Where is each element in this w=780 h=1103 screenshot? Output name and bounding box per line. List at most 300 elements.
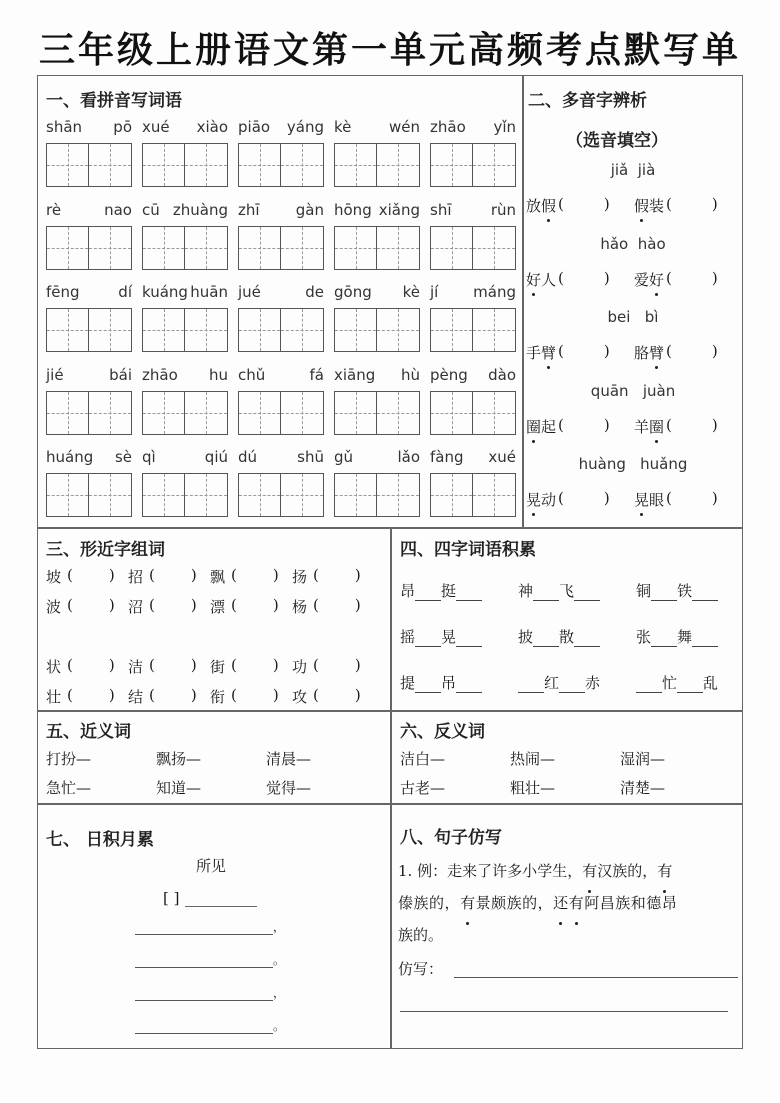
paren-close: )	[272, 686, 279, 704]
idiom-char: 红	[544, 674, 560, 692]
idiom-item[interactable]	[636, 672, 754, 693]
idiom-blank[interactable]	[533, 631, 559, 647]
paren-open: (	[231, 566, 237, 584]
pinyin-label	[238, 201, 324, 219]
char: 杨	[292, 598, 308, 616]
example-char: 阿	[584, 894, 600, 912]
similar-char-item	[210, 656, 292, 677]
writing-grid[interactable]	[430, 473, 516, 517]
antonym-item[interactable]: 湿润—	[620, 750, 666, 768]
paren-open: (	[149, 686, 155, 704]
answer-blank[interactable]	[319, 596, 355, 617]
pinyin-options: hǎo hào	[600, 234, 666, 253]
word-char: 眼	[649, 491, 665, 509]
idiom-item[interactable]	[400, 626, 518, 647]
paren-close: )	[603, 489, 610, 507]
tian-cell[interactable]	[89, 308, 132, 352]
tian-cell[interactable]	[238, 473, 281, 517]
idiom-item[interactable]	[518, 626, 636, 647]
answer-blank[interactable]	[237, 656, 273, 677]
synonym-item[interactable]: 觉得—	[266, 779, 312, 797]
answer-blank[interactable]	[564, 269, 604, 290]
synonym-item[interactable]: 清晨—	[266, 750, 312, 768]
writing-grid[interactable]	[238, 308, 324, 352]
tian-cell[interactable]	[89, 143, 132, 187]
idiom-char: 披	[518, 628, 534, 646]
pinyin-syllable: gǔ	[334, 448, 354, 466]
similar-char-item	[46, 686, 128, 707]
writing-grid[interactable]	[430, 308, 516, 352]
paren-open: (	[149, 656, 155, 674]
pinyin-syllable: máng	[473, 283, 516, 301]
tian-cell[interactable]	[430, 473, 473, 517]
similar-char-row	[46, 656, 374, 677]
synonym-item[interactable]: 飘扬—	[156, 750, 202, 768]
example-char: 了	[477, 862, 493, 880]
idiom-blank[interactable]	[692, 585, 718, 601]
tian-cell[interactable]	[377, 226, 420, 270]
answer-blank[interactable]	[155, 566, 191, 587]
similar-char-row	[46, 686, 374, 707]
idiom-char: 昂	[400, 582, 416, 600]
tian-cell[interactable]	[142, 226, 185, 270]
word-row	[526, 342, 742, 363]
polyphonic-word	[634, 342, 742, 363]
idiom-item[interactable]	[636, 626, 754, 647]
idiom-char: 吊	[441, 674, 457, 692]
writing-grid[interactable]	[142, 473, 228, 517]
section-title: 三、形近字组词	[46, 540, 165, 560]
imitate-answer-line-2[interactable]	[400, 1011, 728, 1012]
tian-cell[interactable]	[142, 391, 185, 435]
pinyin-options: jiǎ jià	[610, 161, 656, 179]
paren-open: (	[666, 415, 672, 434]
pinyin-syllable: shū	[297, 448, 324, 466]
pinyin-syllable: chǔ	[238, 365, 266, 384]
idiom-char: 飞	[559, 582, 575, 600]
writing-grid[interactable]	[142, 143, 228, 187]
similar-char-item	[128, 596, 210, 617]
tian-cell[interactable]	[185, 226, 228, 270]
tian-cell[interactable]	[46, 308, 89, 352]
example-char: 昂	[661, 894, 678, 912]
pinyin-syllable: jí	[430, 283, 439, 301]
similar-char-item	[210, 596, 292, 617]
idiom-item[interactable]	[400, 580, 518, 601]
section-similar-chars	[38, 528, 390, 710]
tian-cell[interactable]	[473, 143, 516, 187]
pinyin-syllable: zhuàng	[172, 200, 228, 219]
tian-cell[interactable]	[281, 226, 324, 270]
tian-cell[interactable]	[377, 391, 420, 435]
answer-blank[interactable]	[237, 686, 273, 707]
section-sentence-imitation	[392, 805, 742, 1049]
pinyin-label	[142, 201, 228, 219]
pinyin-syllable: zhī	[238, 200, 260, 219]
pinyin-syllable: wén	[388, 118, 420, 136]
antonym-item[interactable]: 粗壮—	[510, 779, 556, 797]
writing-grid[interactable]	[430, 143, 516, 187]
paren-open: (	[231, 596, 237, 614]
tian-cell[interactable]	[473, 226, 516, 270]
tian-cell[interactable]	[334, 391, 377, 435]
tian-cell[interactable]	[430, 226, 473, 270]
pinyin-syllable: kuáng	[142, 283, 188, 301]
answer-blank[interactable]	[672, 342, 712, 363]
idiom-char: 张	[636, 628, 652, 646]
poem-line-blank[interactable]	[135, 1019, 273, 1034]
idiom-blank[interactable]	[692, 631, 718, 647]
tian-cell[interactable]	[185, 473, 228, 517]
pinyin-syllable: piāo	[238, 118, 271, 136]
answer-blank[interactable]	[672, 416, 712, 437]
writing-grid[interactable]	[238, 473, 324, 517]
pinyin-syllable: zhāo	[142, 365, 178, 384]
answer-blank[interactable]	[564, 489, 604, 510]
writing-grid[interactable]	[142, 308, 228, 352]
pinyin-options: huàng huǎng	[578, 455, 688, 473]
paren-close: )	[711, 342, 718, 360]
pinyin-label	[142, 448, 228, 466]
answer-blank[interactable]	[237, 596, 273, 617]
poem-line-blank[interactable]	[135, 953, 273, 968]
section-pinyin-writing	[38, 76, 522, 527]
tian-cell[interactable]	[334, 308, 377, 352]
word-char: 手	[526, 344, 542, 362]
tian-cell[interactable]	[89, 226, 132, 270]
idiom-char: 忙	[662, 674, 678, 692]
poem-line	[135, 951, 285, 968]
tian-cell[interactable]	[473, 473, 516, 517]
char: 漂	[210, 598, 226, 616]
pinyin-label	[430, 448, 516, 466]
similar-char-item	[292, 596, 374, 617]
answer-blank[interactable]	[564, 416, 604, 437]
example-char: 颇	[491, 894, 507, 912]
idiom-item[interactable]	[636, 580, 754, 601]
writing-grid[interactable]	[430, 226, 516, 270]
word-row	[526, 489, 742, 510]
tian-cell[interactable]	[281, 473, 324, 517]
example-char: 来	[462, 862, 478, 880]
page-title: 三年级上册语文第一单元高频考点默写单	[38, 29, 741, 71]
example-char: ，	[537, 894, 554, 912]
idiom-row	[400, 672, 754, 693]
section-title: 二、多音字辨析	[528, 91, 647, 111]
antonym-item[interactable]: 洁白—	[400, 750, 446, 768]
answer-blank[interactable]	[672, 195, 712, 216]
polyphonic-word	[634, 195, 742, 216]
section-title: 一、看拼音写词语	[46, 91, 182, 111]
pinyin-syllable: shī	[430, 200, 452, 219]
answer-blank[interactable]	[155, 686, 191, 707]
writing-grid[interactable]	[46, 391, 132, 435]
tian-cell[interactable]	[46, 226, 89, 270]
paren-close: )	[190, 566, 197, 584]
example-char: 族	[612, 862, 628, 880]
writing-grid[interactable]	[238, 391, 324, 435]
example-line-2	[398, 887, 743, 919]
pinyin-syllable: xiǎng	[378, 200, 420, 219]
word-char: 臂	[541, 344, 557, 362]
section-four-char-idioms	[392, 528, 742, 710]
tian-cell[interactable]	[142, 473, 185, 517]
similar-char-row	[46, 566, 374, 587]
tian-cell[interactable]	[185, 308, 228, 352]
tian-cell[interactable]	[430, 391, 473, 435]
paren-close: )	[711, 268, 718, 287]
writing-grid[interactable]	[46, 308, 132, 352]
char: 状	[46, 658, 62, 676]
pinyin-syllable: hù	[400, 365, 420, 384]
pinyin-label	[46, 283, 132, 301]
example-char: 许	[492, 862, 508, 880]
answer-blank[interactable]	[564, 342, 604, 363]
idiom-blank[interactable]	[456, 631, 482, 647]
answer-blank[interactable]	[237, 566, 273, 587]
word-char: 臂	[649, 344, 665, 362]
char: 波	[46, 598, 62, 616]
word-char: 动	[541, 491, 557, 509]
answer-blank[interactable]	[73, 686, 109, 707]
antonym-item[interactable]: 古老—	[400, 779, 446, 797]
writing-grid[interactable]	[334, 308, 420, 352]
answer-blank[interactable]	[73, 566, 109, 587]
idiom-blank[interactable]	[636, 677, 662, 693]
idiom-item[interactable]	[518, 580, 636, 601]
writing-grid[interactable]	[430, 391, 516, 435]
tian-cell[interactable]	[473, 391, 516, 435]
section-antonyms	[392, 712, 742, 803]
idiom-blank[interactable]	[559, 677, 585, 693]
pinyin-syllable: huáng	[46, 448, 94, 466]
pinyin-syllable: kè	[402, 283, 420, 301]
paren-close: )	[354, 566, 361, 584]
pinyin-syllable: lǎo	[397, 448, 420, 466]
pinyin-label	[46, 201, 132, 219]
tian-cell[interactable]	[185, 391, 228, 435]
pinyin-label	[334, 448, 420, 466]
poem-line-blank[interactable]	[135, 986, 273, 1001]
answer-blank[interactable]	[319, 686, 355, 707]
pinyin-syllable: pō	[113, 118, 132, 136]
char: 沼	[128, 598, 144, 616]
pinyin-syllable: rè	[46, 200, 62, 219]
similar-char-item	[210, 566, 292, 587]
tian-cell[interactable]	[46, 143, 89, 187]
example-char: 族	[506, 894, 523, 912]
tian-cell[interactable]	[334, 226, 377, 270]
answer-blank[interactable]	[319, 656, 355, 677]
tian-cell[interactable]	[430, 308, 473, 352]
tian-cell[interactable]	[377, 308, 420, 352]
writing-grid[interactable]	[238, 226, 324, 270]
example-char: 有	[582, 855, 597, 887]
tian-cell[interactable]	[89, 391, 132, 435]
writing-grid[interactable]	[46, 473, 132, 517]
tian-cell[interactable]	[238, 308, 281, 352]
paren-close: )	[108, 566, 115, 584]
idiom-blank[interactable]	[456, 585, 482, 601]
punctuation: 。	[273, 1019, 286, 1033]
tian-cell[interactable]	[430, 143, 473, 187]
poem-line	[135, 984, 285, 1001]
writing-grid[interactable]	[142, 391, 228, 435]
paren-close: )	[108, 686, 115, 704]
writing-grid[interactable]	[46, 143, 132, 187]
punctuation: ，	[273, 986, 286, 1000]
synonym-item[interactable]: 打扮—	[46, 750, 92, 768]
idiom-blank[interactable]	[651, 631, 677, 647]
tian-cell[interactable]	[377, 473, 420, 517]
paren-open: (	[558, 268, 564, 287]
writing-grid[interactable]	[46, 226, 132, 270]
writing-grid[interactable]	[238, 143, 324, 187]
tian-cell[interactable]	[281, 391, 324, 435]
pinyin-label	[430, 118, 516, 136]
tian-cell[interactable]	[142, 143, 185, 187]
writing-grid[interactable]	[142, 226, 228, 270]
section-title: 四、四字词语积累	[400, 540, 536, 560]
author-blank[interactable]	[185, 906, 257, 907]
pinyin-label	[142, 283, 228, 301]
idiom-char: 铁	[677, 582, 693, 600]
pinyin-label	[334, 201, 420, 219]
example-char: 德	[646, 894, 662, 912]
synonym-item[interactable]: 知道—	[156, 779, 202, 797]
tian-cell[interactable]	[89, 473, 132, 517]
pinyin-syllable: shān	[46, 118, 83, 136]
tian-cell[interactable]	[238, 391, 281, 435]
writing-grid[interactable]	[334, 226, 420, 270]
tian-cell[interactable]	[185, 143, 228, 187]
writing-grid[interactable]	[334, 473, 420, 517]
word-char: 假	[541, 197, 557, 215]
pinyin-syllable: fēng	[46, 283, 80, 301]
synonym-item[interactable]: 急忙—	[46, 779, 92, 797]
answer-blank[interactable]	[155, 596, 191, 617]
answer-blank[interactable]	[319, 566, 355, 587]
poem-line-blank[interactable]	[135, 920, 273, 935]
example-label: 1. 例：	[398, 862, 448, 880]
paren-open: (	[666, 342, 672, 360]
tian-cell[interactable]	[473, 308, 516, 352]
idiom-char: 神	[518, 582, 534, 600]
tian-cell[interactable]	[238, 143, 281, 187]
writing-grid[interactable]	[334, 391, 420, 435]
answer-blank[interactable]	[155, 656, 191, 677]
example-char: 景	[475, 894, 492, 912]
example-char: 汉	[597, 862, 613, 880]
tian-cell[interactable]	[334, 473, 377, 517]
word-char: 羊	[634, 417, 650, 436]
tian-cell[interactable]	[281, 143, 324, 187]
idiom-char: 挺	[441, 582, 457, 600]
pinyin-syllable: xiāng	[334, 365, 376, 384]
paren-close: )	[190, 686, 197, 704]
idiom-item[interactable]	[400, 672, 518, 693]
tian-cell[interactable]	[46, 473, 89, 517]
word-char: 爱	[634, 270, 650, 289]
tian-cell[interactable]	[334, 143, 377, 187]
tian-cell[interactable]	[377, 143, 420, 187]
paren-close: )	[272, 656, 279, 674]
pinyin-syllable: yáng	[286, 118, 324, 136]
synonym-row	[46, 748, 376, 769]
idiom-blank[interactable]	[456, 677, 482, 693]
pinyin-syllable: qì	[142, 448, 156, 466]
similar-char-item	[292, 566, 374, 587]
similar-char-item	[128, 686, 210, 707]
pinyin-syllable: dí	[118, 283, 132, 301]
example-char: ，	[642, 862, 658, 880]
pinyin-syllable: zhāo	[430, 118, 466, 136]
section-synonyms	[38, 712, 390, 803]
tian-cell[interactable]	[142, 308, 185, 352]
paren-open: (	[666, 195, 672, 213]
example-char: 多	[507, 862, 523, 880]
idiom-blank[interactable]	[677, 677, 703, 693]
paren-open: (	[149, 596, 155, 614]
pinyin-syllable: gōng	[334, 283, 372, 301]
paren-close: )	[190, 596, 197, 614]
idiom-char: 舞	[677, 628, 693, 646]
poem-title: 所见	[196, 857, 227, 875]
imitate-answer-line-1[interactable]	[454, 977, 738, 978]
idiom-char: 赤	[585, 674, 601, 692]
idiom-blank[interactable]	[415, 585, 441, 601]
pinyin-label	[334, 366, 420, 384]
answer-blank[interactable]	[73, 596, 109, 617]
similar-char-row	[46, 596, 374, 617]
pinyin-syllable: jié	[46, 365, 64, 384]
tian-cell[interactable]	[238, 226, 281, 270]
answer-blank[interactable]	[672, 269, 712, 290]
antonym-item[interactable]: 清楚—	[620, 779, 666, 797]
idiom-blank[interactable]	[574, 631, 600, 647]
idiom-blank[interactable]	[518, 677, 544, 693]
tian-cell[interactable]	[46, 391, 89, 435]
idiom-blank[interactable]	[574, 585, 600, 601]
antonym-row	[400, 748, 730, 769]
author-bracket: [ ]	[163, 889, 180, 907]
idiom-char: 乱	[703, 674, 719, 692]
answer-blank[interactable]	[672, 489, 712, 510]
idiom-blank[interactable]	[415, 631, 441, 647]
writing-grid[interactable]	[334, 143, 420, 187]
tian-cell[interactable]	[281, 308, 324, 352]
pinyin-syllable: xiào	[196, 118, 228, 136]
char: 衔	[210, 688, 226, 706]
pinyin-syllable: xué	[488, 448, 516, 466]
idiom-item[interactable]	[518, 672, 636, 693]
answer-blank[interactable]	[564, 195, 604, 216]
antonym-item[interactable]: 热闹—	[510, 750, 556, 768]
example-char: 学	[537, 862, 553, 880]
idiom-blank[interactable]	[533, 585, 559, 601]
example-char: 走	[447, 862, 463, 880]
word-char: 圈	[649, 417, 665, 436]
example-char: 还	[553, 887, 569, 919]
answer-blank[interactable]	[73, 656, 109, 677]
pinyin-label	[46, 118, 132, 136]
word-char: 放	[526, 197, 542, 215]
idiom-blank[interactable]	[651, 585, 677, 601]
paren-close: )	[354, 656, 361, 674]
poem-line	[135, 918, 285, 935]
idiom-blank[interactable]	[415, 677, 441, 693]
pinyin-syllable: huān	[190, 283, 228, 301]
